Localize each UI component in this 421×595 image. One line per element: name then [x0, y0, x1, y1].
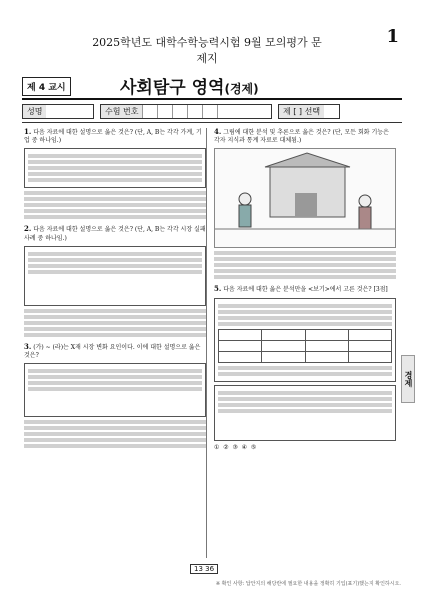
option-4[interactable]: ④ — [241, 443, 248, 451]
question-1-passage — [24, 148, 206, 188]
question-5: 5. 다음 자료에 대한 옳은 분석만을 <보기>에서 고른 것은? [3점] ① ② ③ ④ ⑤ — [214, 285, 396, 451]
subject-title — [120, 73, 259, 98]
name-label: 성명 — [23, 105, 46, 118]
question-3-stem: (가) ~ (라)는 X재 시장 변화 요인이다. 이에 대한 설명으로 옳은 것은? — [24, 343, 201, 360]
option-3[interactable]: ③ — [232, 443, 238, 451]
exam-title: 2025학년도 대학수학능력시험 9월 모의평가 문제지 — [92, 36, 322, 65]
column-divider — [206, 128, 207, 558]
question-1: 1. 다음 자료에 대한 설명으로 옳은 것은? (단, A, B는 각각 가계, 기업 중 하나임.) — [24, 128, 206, 219]
exam-number-cell[interactable] — [100, 104, 272, 119]
question-5-bogi — [214, 385, 396, 441]
question-5-passage — [214, 298, 396, 382]
footer-page: 13 36 — [190, 564, 218, 574]
option-5[interactable]: ⑤ — [250, 443, 257, 451]
exam-period: 제 4 교시 — [22, 77, 71, 96]
page-number: 1 — [386, 26, 399, 47]
question-3: 3. (가) ~ (라)는 X재 시장 변화 요인이다. 이에 대한 설명으로 옳은 것은? — [24, 343, 206, 448]
subject-main: 사회탐구 영역 — [120, 78, 225, 98]
question-2-stem: 다음 자료에 대한 설명으로 옳은 것은? (단, A, B는 각각 시장 실패 사례 중 하나임.) — [24, 226, 206, 242]
question-5-options — [214, 444, 396, 452]
campus-illustration-icon — [215, 149, 395, 245]
right-column — [214, 128, 396, 458]
question-4-stem: 그림에 대한 분석 및 추론으로 옳은 것은? (단, 모든 회화 기능은 각자 지식과 통계 자료로 대체됨.) — [214, 129, 389, 145]
footer-note: ※ 확인 사항: 답안지의 해당란에 필요한 내용을 정확히 기입(표기)했는지 확인하시오. — [215, 581, 401, 587]
question-4-illustration — [214, 148, 396, 248]
choice-label: 제 [ ] 선택 — [279, 105, 324, 118]
question-2-passage — [24, 246, 206, 306]
choice-cell[interactable] — [278, 104, 340, 119]
subject-sub: (경제) — [224, 82, 259, 96]
question-4: 4. 그림에 대한 분석 및 추론으로 옳은 것은? (단, 모든 회화 기능은 각자 지식과 통계 자료로 대체됨.) — [214, 128, 396, 279]
question-5-table — [218, 329, 392, 363]
option-1[interactable]: ① — [214, 443, 220, 451]
top-rule — [22, 98, 402, 100]
subject-side-tab: 경제 — [401, 355, 415, 403]
examinee-info — [22, 104, 402, 118]
question-1-stem: 다음 자료에 대한 설명으로 옳은 것은? (단, A, B는 각각 가계, 기업 중 하나임.) — [24, 129, 202, 145]
question-5-stem: 다음 자료에 대한 옳은 분석만을 <보기>에서 고른 것은? [3점] — [223, 286, 388, 294]
exam-number-label: 수험 번호 — [101, 105, 142, 118]
question-3-passage — [24, 363, 206, 417]
option-2[interactable]: ② — [223, 443, 229, 451]
question-2: 2. 다음 자료에 대한 설명으로 옳은 것은? (단, A, B는 각각 시장 실패 사례 중 하나임.) — [24, 225, 206, 336]
second-rule — [22, 122, 402, 123]
name-cell[interactable] — [22, 104, 94, 119]
left-column — [24, 128, 206, 454]
